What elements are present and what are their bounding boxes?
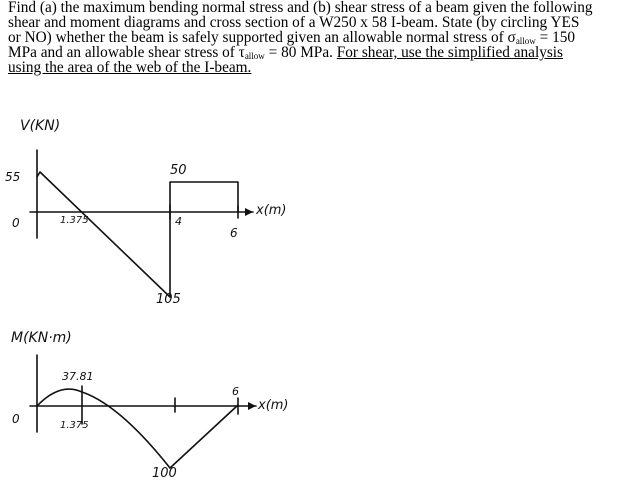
problem-line-1: Find (a) the maximum bending normal stress and (b) shear stress of a beam given the following bbox=[8, 0, 593, 16]
shear-value-1375: 1.375 bbox=[60, 215, 89, 226]
shear-x-axis-label: x(m) bbox=[256, 203, 287, 218]
moment-value-1375: 1.375 bbox=[60, 420, 89, 431]
problem-line-3-end: = 150 bbox=[535, 29, 576, 46]
moment-value-6: 6 bbox=[232, 385, 239, 398]
moment-value-3781: 37.81 bbox=[62, 370, 94, 383]
problem-line-4-underlined: For shear, use the simplified analysis bbox=[336, 44, 564, 61]
moment-x-axis-label: x(m) bbox=[258, 398, 289, 413]
moment-axis-label: M(KN·m) bbox=[11, 330, 72, 346]
moment-value-100: 100 bbox=[152, 466, 177, 481]
problem-line-2: shear and moment diagrams and cross section of a W250 x 58 I-beam. State (by circling YES bbox=[8, 14, 580, 31]
shear-value-105: 105 bbox=[156, 292, 181, 307]
shear-curve bbox=[37, 172, 238, 297]
tau-subscript: allow bbox=[244, 51, 265, 61]
problem-line-4-mid: = 80 MPa. bbox=[264, 44, 337, 61]
problem-line-4-text: MPa and an allowable shear stress of τ bbox=[8, 44, 245, 61]
shear-value-55: 55 bbox=[5, 170, 21, 184]
problem-line-5: using the area of the web of the I-beam. bbox=[8, 59, 252, 76]
problem-line-3-text: or NO) whether the beam is safely supported given an allowable normal stress of σ bbox=[8, 29, 516, 46]
shear-x-arrow bbox=[245, 208, 253, 216]
shear-value-4: 4 bbox=[175, 215, 182, 228]
shear-value-0: 0 bbox=[12, 216, 20, 230]
sigma-subscript: allow bbox=[515, 36, 536, 46]
shear-value-6: 6 bbox=[230, 226, 238, 240]
shear-value-50: 50 bbox=[170, 163, 187, 178]
moment-x-arrow bbox=[248, 402, 256, 410]
shear-axis-label: V(KN) bbox=[20, 118, 61, 134]
moment-value-0: 0 bbox=[12, 412, 20, 426]
